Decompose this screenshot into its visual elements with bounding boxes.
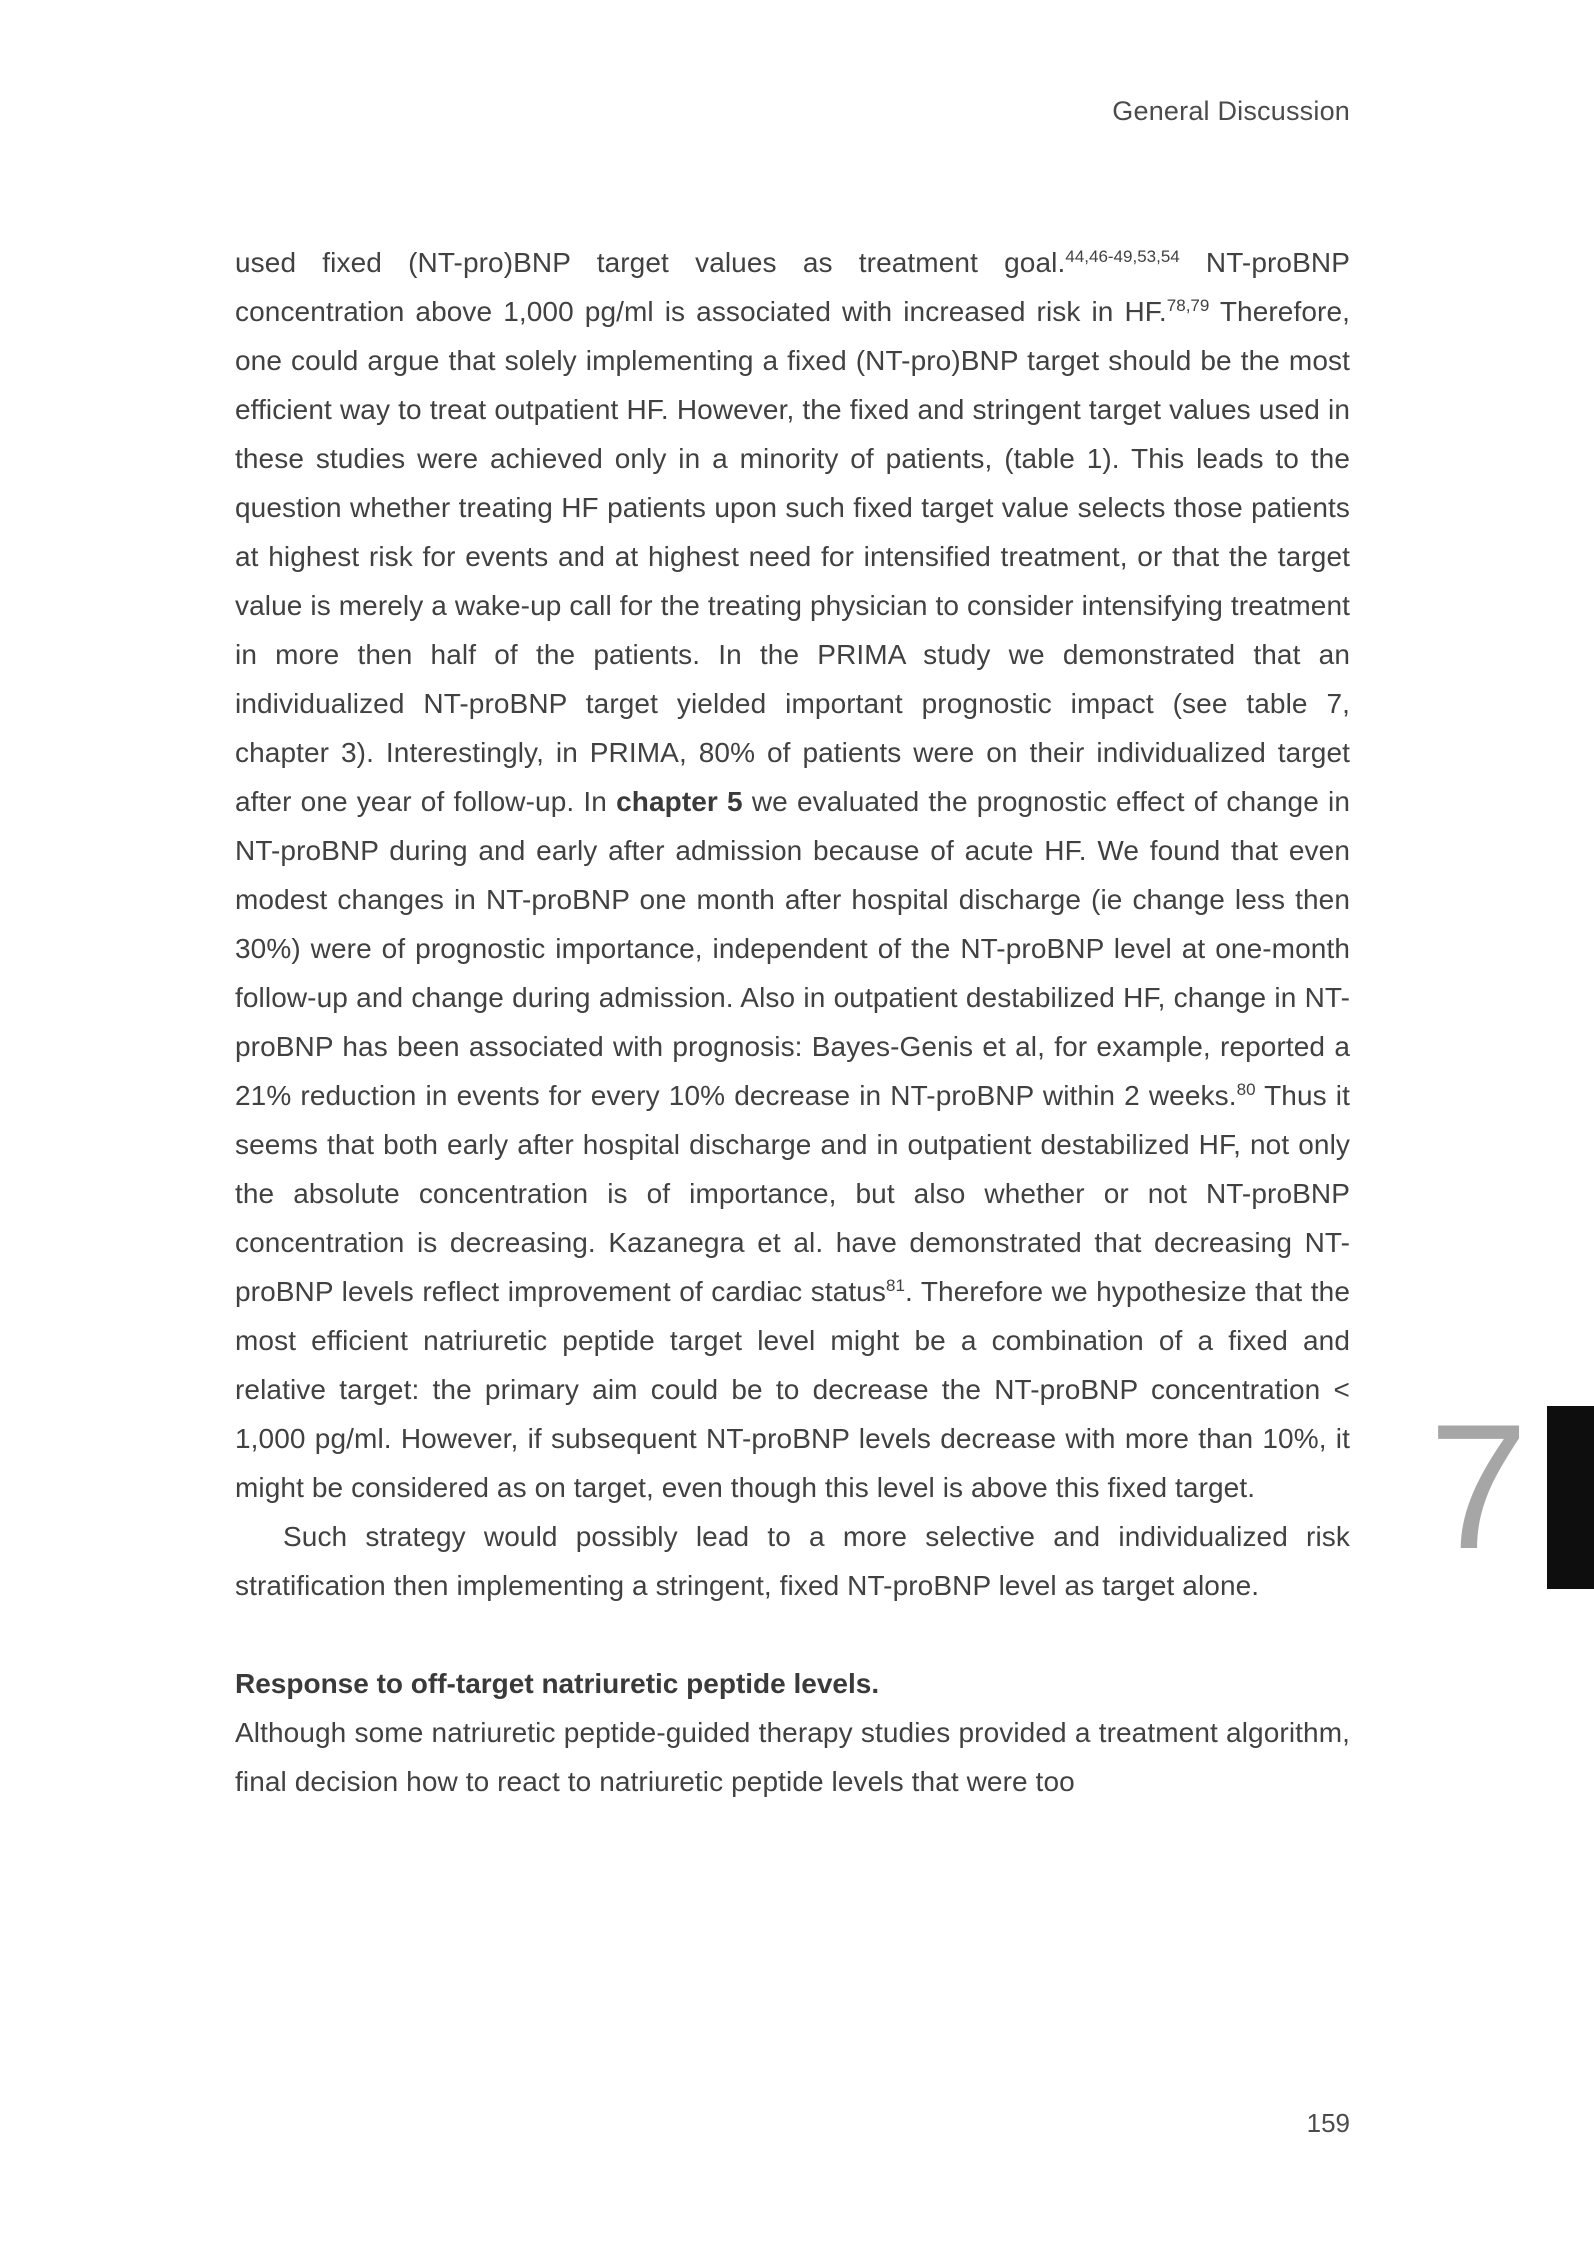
text-run: NT-proBNP concentration above 1,000 pg/ml is associated with increased risk in HF. [235,247,1350,327]
text-run: Such strategy would possibly lead to a more selective and individualized risk stratification then implementing a stringent, fixed NT-proBNP level as target alone. [235,1521,1350,1601]
text-run: used fixed (NT-pro)BNP target values as treatment goal. [235,247,1066,278]
citation-superscript: 44,46-49,53,54 [1065,247,1180,266]
bold-text: chapter 5 [616,786,743,817]
body-paragraph [235,1708,1350,1806]
text-run: Response to off-target natriuretic peptide levels. [235,1668,880,1699]
body-paragraph [235,1512,1350,1610]
citation-superscript: 81 [886,1276,905,1295]
text-run: we evaluated the prognostic effect of change in NT-proBNP during and early after admission because of acute HF. We found that even modest changes in NT-proBNP one month after hospital discharge (ie change less then 30%) were of prognostic importance, independent of the NT-proBNP level at one-month follow-up and change during admission. Also in outpatient destabilized HF, change in NT-proBNP has been associated with prognosis: Bayes-Genis et al, for example, reported a 21% reduction in events for every 10% decrease in NT-proBNP within 2 weeks. [235,786,1350,1111]
body-paragraph [235,238,1350,1512]
citation-superscript: 80 [1236,1080,1256,1099]
page-number: 159 [1306,2108,1350,2138]
running-header: General Discussion [1112,96,1350,126]
citation-superscript: 78,79 [1166,296,1210,315]
chapter-tab [1547,1406,1594,1589]
text-run: Therefore, one could argue that solely implementing a fixed (NT-pro)BNP target should be the most efficient way to treat outpatient HF. However, the fixed and stringent target values used in these studies were achieved only in a minority of patients, (table 1). This leads to the question whether treating HF patients upon such fixed target value selects those patients at highest risk for events and at highest need for intensified treatment, or that the target value is merely a wake-up call for the treating physician to consider intensifying treatment in more then half of the patients. In the PRIMA study we demonstrated that an individualized NT-proBNP target yielded important prognostic impact (see table 7, chapter 3). Interestingly, in PRIMA, 80% of patients were on their individualized target after one year of follow-up. In [235,296,1350,817]
text-run: . Therefore we hypothesize that the most efficient natriuretic peptide target level might be a combination of a fixed and relative target: the primary aim could be to decrease the NT-proBNP concentration < 1,000 pg/ml. However, if subsequent NT-proBNP levels decrease with more than 10%, it might be considered as on target, even though this level is above this fixed target. [235,1276,1351,1503]
text-column [235,238,1350,1806]
section-heading [235,1659,1350,1708]
chapter-number: 7 [1429,1387,1528,1586]
text-run: Thus it seems that both early after hospital discharge and in outpatient destabilized HF, not only the absolute concentration is of importance, but also whether or not NT-proBNP concentration is decreasing. Kazanegra et al. have demonstrated that decreasing NT-proBNP levels reflect improvement of cardiac status [235,1080,1350,1307]
text-run: Although some natriuretic peptide-guided therapy studies provided a treatment algorithm, final decision how to react to natriuretic peptide levels that were too [235,1717,1350,1797]
